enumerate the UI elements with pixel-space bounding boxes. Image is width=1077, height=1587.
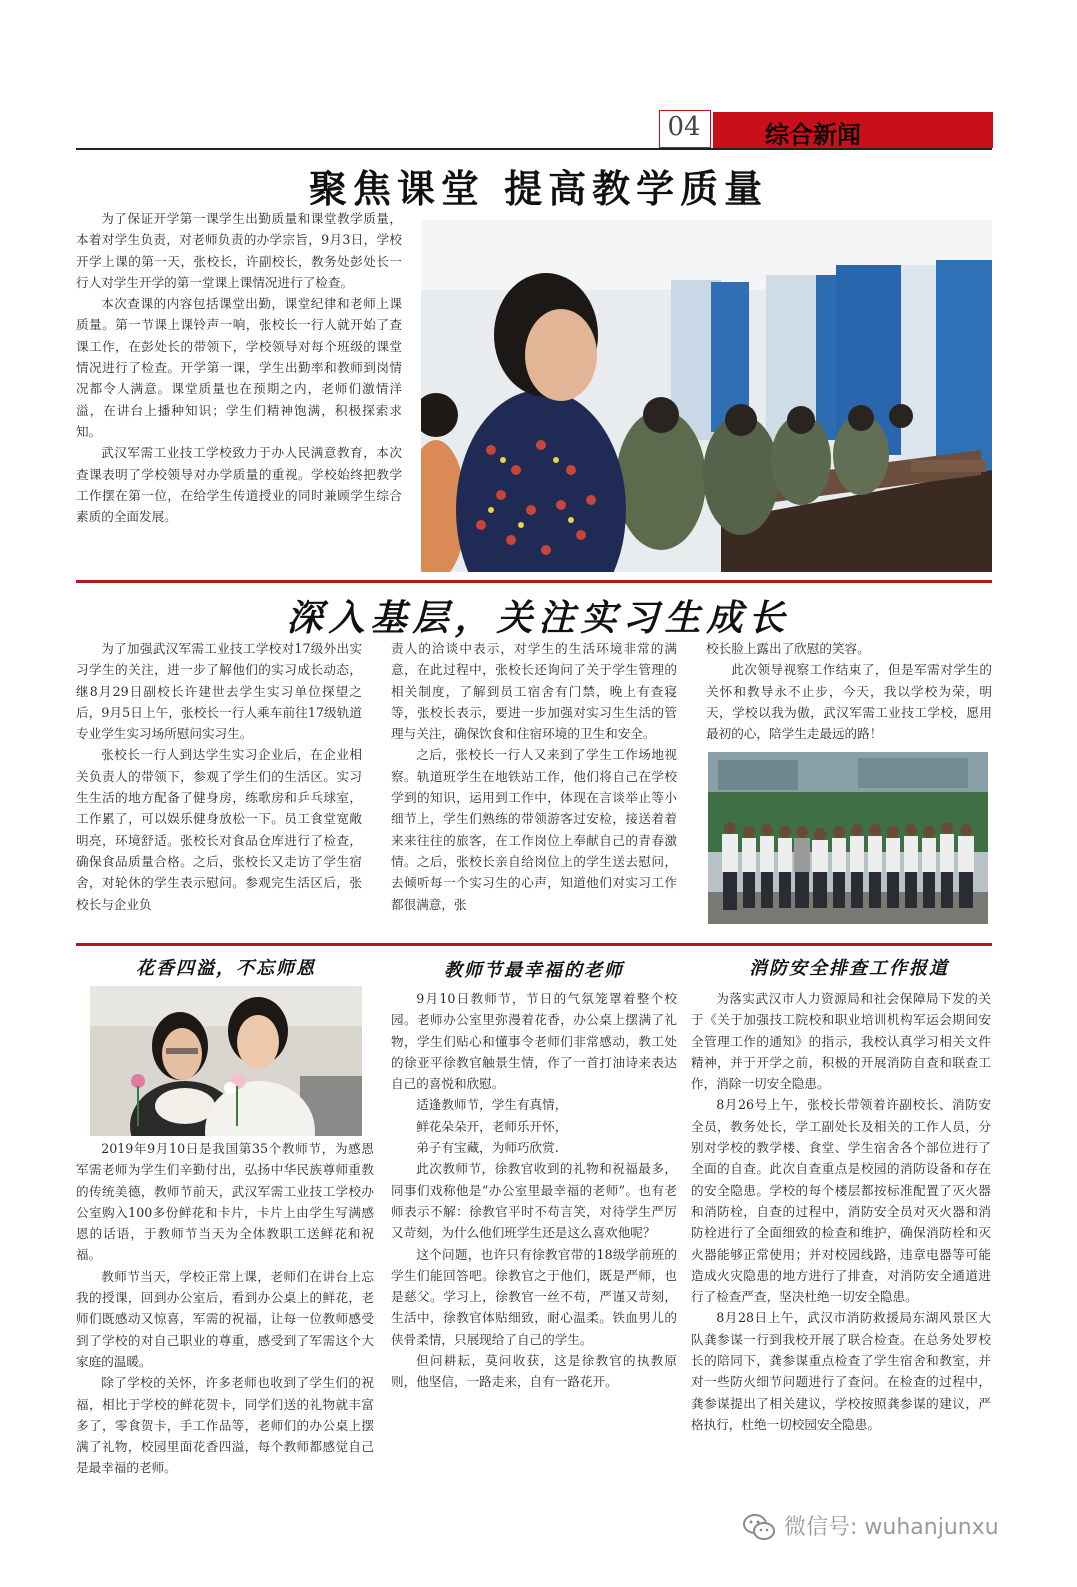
article3-title: 花香四溢，不忘师恩 — [136, 958, 316, 979]
article2-paragraph: 校长脸上露出了欣慰的笑容。 — [706, 641, 870, 656]
section-name: 综合新闻 — [765, 121, 861, 149]
poem-line: 鲜花朵朵开，老师乐开怀， — [416, 1118, 568, 1134]
article4-paragraph: 9月10日教师节，节日的气氛笼罩着整个校园。老师办公室里弥漫着花香，办公桌上摆满了礼物，学生们贴心和懂事令老师们非常感动，教工处的徐亚平徐教官触景生情，作了一首打油诗来表达自己的喜悦和欣慰。 — [391, 991, 677, 1092]
article2-paragraph: 之后，张校长一行人又来到了学生工作场地视察。轨道班学生在地铁站工作，他们将自己在学校学到的知识，运用到工作中，体现在言谈举止等小细节上，学生们熟练的带领游客过安检，接送着着来来往往的旅客，在工作岗位上奉献自己的青春激情。之后，张校长亲自给岗位上的学生送去慰问，去倾听每一个实习生的心声，知道他们对实习工作都很满意，张 — [391, 747, 677, 912]
article2-paragraph: 责人的洽谈中表示，对学生的生活环境非常的满意，在此过程中，张校长还询问了关于学生管理的相关制度，了解到员工宿舍有门禁，晚上有查寝等，张校长表示，要进一步加强对实习生生活的管理与关注，确保饮食和住宿环境的卫生和安全。 — [391, 641, 677, 742]
article3-paragraph: 除了学校的关怀，许多老师也收到了学生们的祝福，相比于学校的鲜花贺卡，同学们送的礼物就丰富多了，零食贺卡，手工作品等，老师们的办公桌上摆满了礼物，校园里面花香四溢，每个教师都感觉自己是最幸福的老师。 — [76, 1375, 374, 1476]
article4-body — [391, 988, 677, 1393]
article5-title: 消防安全排查工作报道 — [749, 958, 949, 979]
page-number: 04 — [667, 112, 701, 142]
article5-paragraph: 8月28日上午，武汉市消防救援局东湖风景区大队龚参谋一行到我校开展了联合检查。在总务处罗校长的陪同下，龚参谋重点检查了学生宿舍和教室，并对一些防火细节问题进行了查问。在检查的过程中，龚参谋提出了相关建议，学校按照龚参谋的建议，严格执行，杜绝一切校园安全隐患。 — [691, 1310, 991, 1432]
group-photo — [708, 752, 988, 924]
article1-paragraph: 武汉军需工业技工学校致力于办人民满意教育，本次查课表明了学校领导对办学质量的重视。学校始终把教学工作摆在第一位，在给学生传道授业的同时兼顾学生综合素质的全面发展。 — [76, 445, 402, 525]
article2-col2 — [391, 638, 677, 915]
article5-body — [691, 988, 991, 1435]
article3-body — [76, 1138, 374, 1479]
article1-paragraph: 为了保证开学第一课学生出勤质量和课堂教学质量，本着对学生负责，对老师负责的办学宗旨，9月3日，学校开学上课的第一天，张校长，许副校长，教务处彭处长一行人对学生开学的第一堂课上课情况进行了检查。 — [76, 211, 402, 290]
poem-line: 适逢教师节，学生有真情， — [416, 1097, 568, 1113]
article4-paragraph: 但问耕耘，莫问收获，这是徐教官的执教原则，他坚信，一路走来，自有一路花开。 — [391, 1353, 677, 1390]
article3-paragraph: 教师节当天，学校正常上课，老师们在讲台上忘我的授课，回到办公室后，看到办公桌上的鲜花，老师们既感动又惊喜，军需的祝福，让每一位教师感受到了学校的对自己职业的尊重，感受到了军需这个大家庭的温暖。 — [76, 1268, 374, 1369]
watermark-text: 微信号: wuhanjunxu — [784, 1515, 999, 1540]
article4-paragraph: 此次教师节，徐教官收到的礼物和祝福最多，同事们戏称他是“办公室里最幸福的老师”。也有老师表示不解：徐教官平时不苟言笑，对待学生严厉又苛刻，为什么他们班学生还是这么喜欢他呢？ — [391, 1161, 677, 1241]
wechat-icon — [742, 1512, 776, 1542]
page-header — [76, 110, 996, 152]
article2-title: 深入基层，关注实习生成长 — [286, 598, 791, 639]
article2-col1 — [76, 638, 362, 915]
article4-title: 教师节最幸福的老师 — [444, 960, 624, 981]
article1-body — [76, 208, 402, 527]
classroom-photo — [421, 220, 992, 572]
article1-title: 聚焦课堂 提高教学质量 — [308, 167, 769, 211]
article4-paragraph: 这个问题，也许只有徐教官带的18级学前班的学生们能回答吧。徐教官之于他们，既是严师，也是慈父。学习上，徐教官一丝不苟，严谨又苛刻，生活中，徐教官体贴细致，耐心温柔。铁血男儿的侠骨柔情，只展现给了自己的学生。 — [391, 1246, 677, 1347]
article5-paragraph: 8月26号上午，张校长带领着许副校长、消防安全员，教务处长，学工副处长及相关的工作人员，分别对学校的教学楼、食堂、学生宿舍各个部位进行了全面的自查。此次自查重点是校园的消防设备和存在的安全隐患。学校的每个楼层都按标准配置了灭火器和消防栓，自查的过程中，消防安全员对灭火器和消防栓进行了全面细致的检查和维护，确保消防栓和灭火器能够正常使用；并对校园线路，违章电器等可能造成火灾隐患的地方进行了排查，对消防安全通道进行了检查严查，坚决杜绝一切安全隐患。 — [691, 1097, 991, 1305]
poem-line: 弟子有宝藏，为师巧欣赏. — [416, 1140, 559, 1156]
teachers-photo — [90, 986, 362, 1136]
section-divider — [76, 943, 992, 946]
article2-col3 — [706, 638, 992, 744]
article2-paragraph: 此次领导视察工作结束了，但是军需对学生的关怀和教导永不止步，今天，我以学校为荣，明天，学校以我为傲，武汉军需工业技工学校，愿用最初的心，陪学生走最远的路！ — [706, 662, 992, 742]
article1-paragraph: 本次查课的内容包括课堂出勤，课堂纪律和老师上课质量。第一节课上课铃声一响，张校长一行人就开始了查课工作，在彭处长的带领下，学校领导对每个班级的课堂情况进行了检查。开学第一课，学生出勤率和教师到岗情况都令人满意。课堂质量也在预期之内，老师们激情洋溢，在讲台上播种知识；学生们精神饱满，积极探索求知。 — [76, 296, 402, 439]
article2-paragraph: 张校长一行人到达学生实习企业后，在企业相关负责人的带领下，参观了学生们的生活区。实习生生活的地方配备了健身房，练歌房和乒乓球室，工作累了，可以娱乐健身放松一下。员工食堂宽敞明亮，环境舒适。张校长对食品仓库进行了检查，确保食品质量合格。之后，张校长又走访了学生宿舍，对轮休的学生表示慰问。参观完生活区后，张校长与企业负 — [76, 747, 362, 912]
wechat-watermark — [742, 1508, 1062, 1548]
article5-paragraph: 为落实武汉市人力资源局和社会保障局下发的关于《关于加强技工院校和职业培训机构军运会期间安全管理工作的通知》的指示，我校认真学习相关文件精神，并于开学之前，积极的开展消防自查和联查工作，消除一切安全隐患。 — [691, 991, 991, 1092]
article3-paragraph: 2019年9月10日是我国第35个教师节，为感恩军需老师为学生们辛勤付出，弘扬中华民族尊师重教的传统美德，教师节前天，武汉军需工业技工学校办公室购入100多份鲜花和卡片，卡片上由学生写满感恩的话语，于教师节当天为全体教职工送鲜花和祝福。 — [76, 1141, 374, 1263]
article2-paragraph: 为了加强武汉军需工业技工学校对17级外出实习学生的关注，进一步了解他们的实习成长动态，继8月29日副校长许建世去学生实习单位探望之后，9月5日上午，张校长一行人乘车前往17级轨道专业学生实习场所慰问实习生。 — [76, 641, 362, 742]
section-divider — [76, 580, 992, 583]
